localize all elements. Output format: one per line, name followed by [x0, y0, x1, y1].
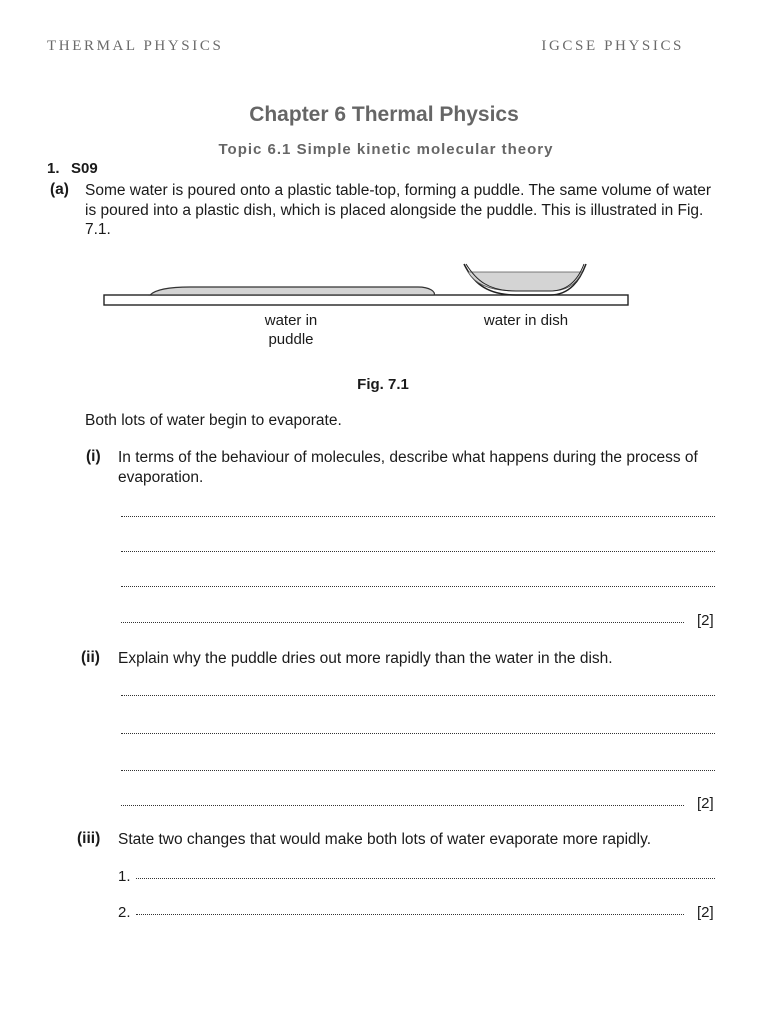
answer-line[interactable] [121, 689, 715, 696]
answer-line[interactable] [121, 580, 715, 587]
answer-line[interactable] [121, 545, 715, 552]
chapter-title: Chapter 6 Thermal Physics [249, 103, 519, 126]
answer-item-1-label: 1. [118, 868, 131, 885]
header-left: THERMAL PHYSICS [47, 38, 224, 54]
sub-ii-label: (ii) [81, 649, 100, 666]
sub-iii-label: (iii) [77, 830, 101, 847]
part-a-label: (a) [50, 181, 69, 198]
part-a-text: Some water is poured onto a plastic table-top, forming a puddle. The same volume of water is poured into a plastic dish, which is placed alongside the puddle. This is illustrated in Fig. 7.1. [85, 182, 712, 238]
sub-iii-text: State two changes that would make both lots of water evaporate more rapidly. [118, 831, 652, 848]
answer-line[interactable] [121, 764, 715, 771]
answer-line[interactable] [121, 799, 684, 806]
answer-line[interactable] [136, 908, 684, 915]
puddle-shape [150, 287, 434, 295]
topic-title: Topic 6.1 Simple kinetic molecular theory [218, 141, 554, 158]
answer-line[interactable] [121, 510, 715, 517]
answer-line[interactable] [136, 872, 715, 879]
question-code: S09 [71, 160, 98, 177]
puddle-label: water in puddle [264, 312, 318, 348]
figure-caption: Fig. 7.1 [357, 376, 409, 393]
marks-label: [2] [697, 795, 714, 812]
marks-label: [2] [697, 904, 714, 921]
intro-text: Both lots of water begin to evaporate. [85, 412, 342, 429]
marks-label: [2] [697, 612, 714, 629]
answer-line[interactable] [121, 616, 684, 623]
table-top [104, 295, 628, 305]
sub-ii-text: Explain why the puddle dries out more rapidly than the water in the dish. [118, 650, 613, 667]
dish-label: water in dish [483, 312, 569, 329]
figure-diagram [100, 258, 632, 310]
sub-i-text: In terms of the behaviour of molecules, describe what happens during the process of evaporation. [118, 449, 698, 486]
answer-item-2-label: 2. [118, 904, 131, 921]
answer-line[interactable] [121, 727, 715, 734]
question-number-label: 1. [47, 160, 60, 177]
header-right: IGCSE PHYSICS [541, 38, 684, 54]
question-number [47, 160, 98, 177]
sub-i-label: (i) [86, 448, 101, 465]
